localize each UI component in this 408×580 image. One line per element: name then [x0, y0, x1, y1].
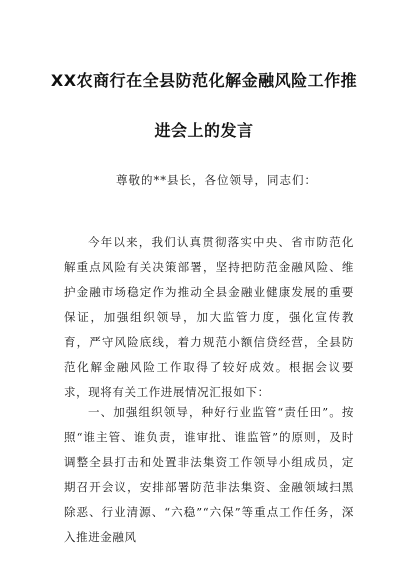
paragraph-intro: 今年以来，我们认真贯彻落实中央、省市防范化解重点风险有关决策部署，坚持把防范金融风险、维护金融市场稳定作为推动全县金融业健康发展的重要保证，加强组织领导，加大监管力度，强化宣传教育，严守风险底线，着力规范小额信贷经营，全县防范化解金融风险工作取得了较好成效。根据会议要求，现将有关工作进展情况汇报如下： [64, 235, 354, 399]
document-title-line-2: 进会上的发言 [154, 121, 254, 140]
paragraph-section-1: 一、加强组织领导，种好行业监管“责任田”。按照“谁主管、谁负责，谁审批、谁监管”的原则，及时调整全县打击和处置非法集资工作领导小组成员，定期召开会议，安排部署防范非法集资、金融领域扫黑除恶、行业清源、“六稳”“六保”等重点工作任务，深入推进金融风 [64, 405, 354, 544]
salutation: 尊敬的**县长，各位领导，同志们： [116, 173, 317, 187]
document-title-line-1: XX农商行在全县防范化解金融风险工作推 [50, 71, 358, 90]
